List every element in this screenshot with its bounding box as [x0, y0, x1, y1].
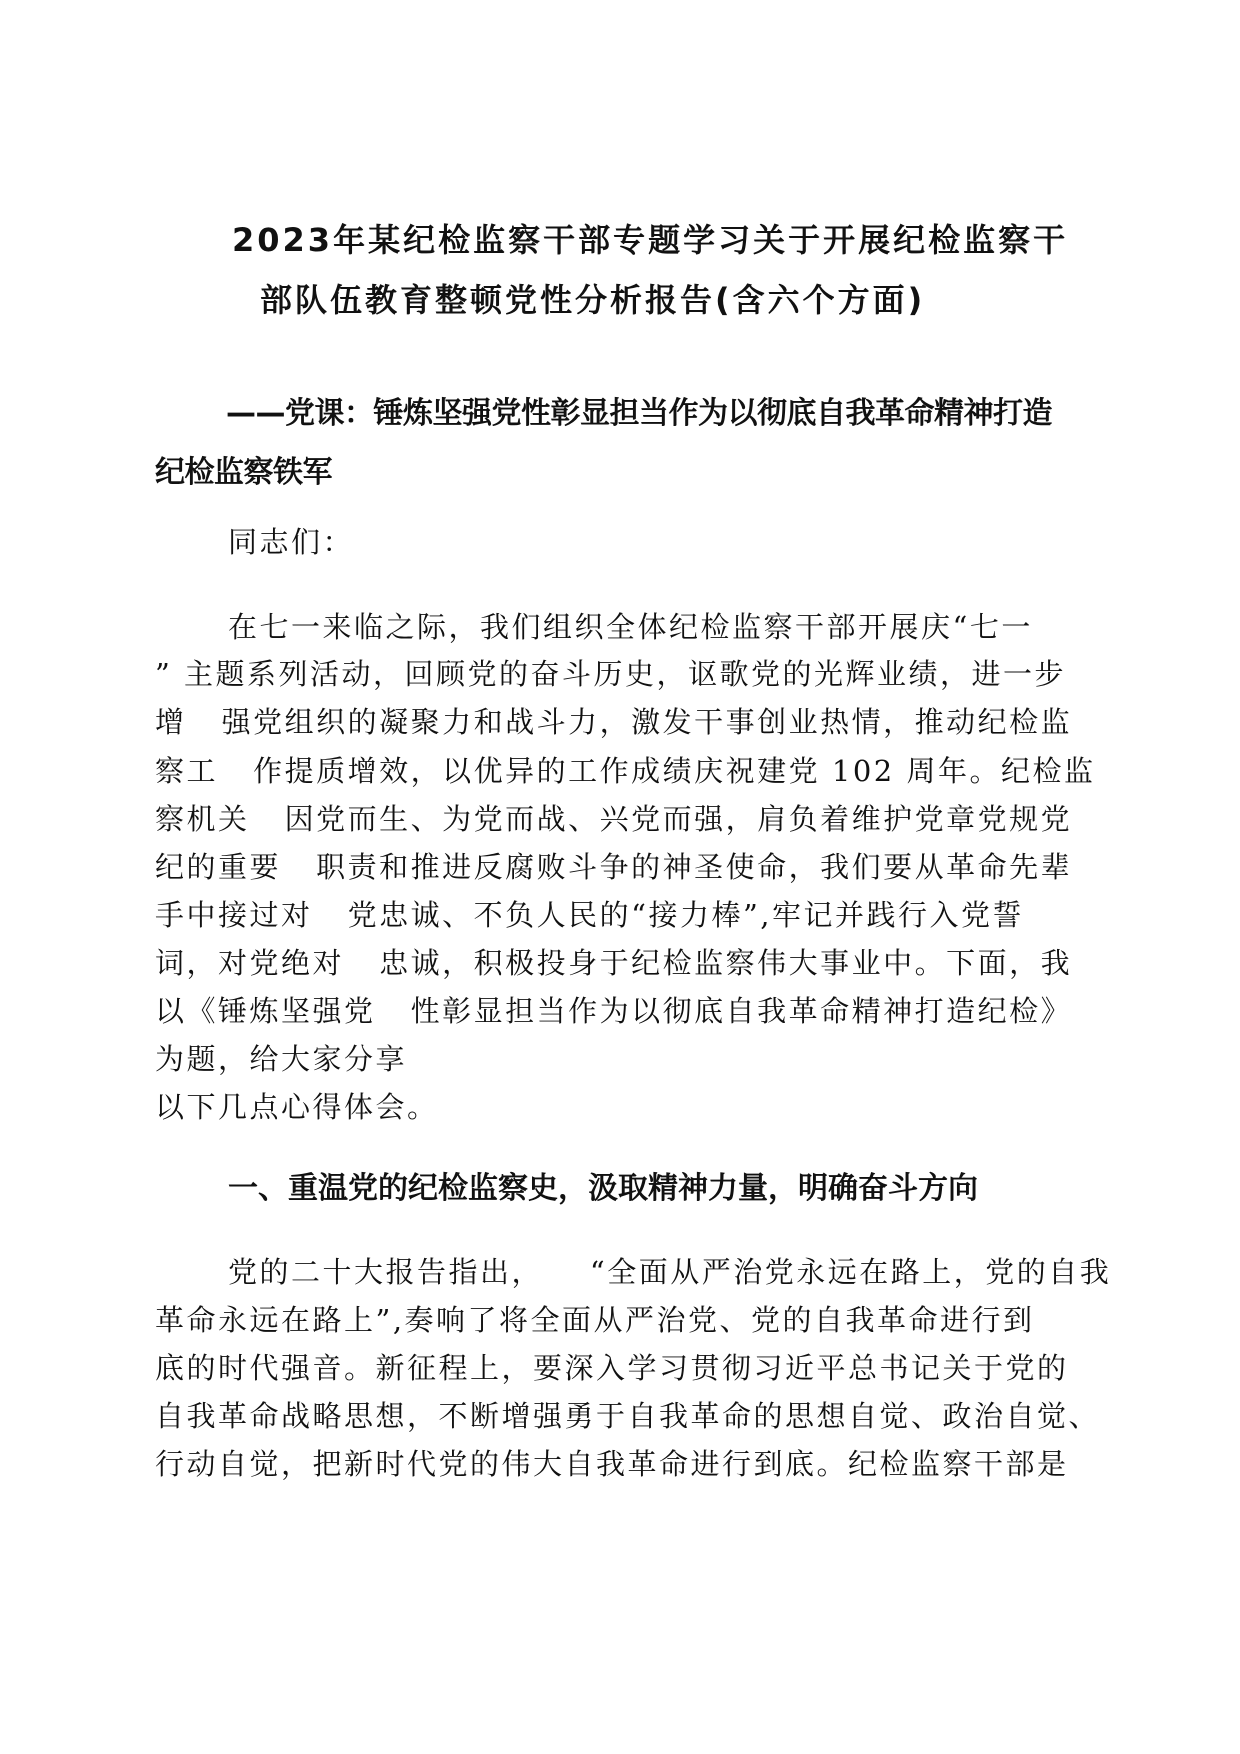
paragraph-line: 察工 作提质增效，以优异的工作成绩庆祝建党 102 周年。纪检监 [155, 754, 1096, 788]
subtitle-line-1: ——党课：锤炼坚强党性彰显担当作为以彻底自我革命精神打造 [226, 396, 1052, 431]
paragraph-line: 以《锤炼坚强党 性彰显担当作为以彻底自我革命精神打造纪检》 [155, 994, 1073, 1028]
paragraph-line: 自我革命战略思想，不断增强勇于自我革命的思想自觉、政治自觉、 [155, 1399, 1101, 1433]
paragraph-line: 为题，给大家分享 [155, 1042, 408, 1076]
paragraph-line: 行动自觉，把新时代党的伟大自我革命进行到底。纪检监察干部是 [155, 1447, 1069, 1481]
subtitle-line-2: 纪检监察铁军 [155, 455, 332, 490]
paragraph-line: 察机关 因党而生、为党而战、兴党而强，肩负着维护党章党规党 [155, 802, 1073, 836]
section-heading: 一、重温党的纪检监察史，汲取精神力量，明确奋斗方向 [228, 1171, 978, 1206]
paragraph-line: 革命永远在路上”,奏响了将全面从严治党、党的自我革命进行到 [155, 1303, 1035, 1337]
salutation: 同志们： [228, 525, 355, 559]
paragraph-line: 纪的重要 职责和推进反腐败斗争的神圣使命，我们要从革命先辈 [155, 850, 1073, 884]
paragraph-line: 增 强党组织的凝聚力和战斗力，激发干事创业热情，推动纪检监 [155, 705, 1073, 739]
paragraph-line: 在七一来临之际，我们组织全体纪检监察干部开展庆“七一 [228, 610, 1033, 644]
paragraph-line: 以下几点心得体会。 [155, 1090, 439, 1124]
paragraph-line: 手中接过对 党忠诚、不负人民的“接力棒”,牢记并践行入党誓 [155, 898, 1025, 932]
title-line-1: 2023年某纪检监察干部专题学习关于开展纪检监察干 [232, 221, 1069, 259]
paragraph-line: 党的二十大报告指出， “全面从严治党永远在路上，党的自我 [228, 1255, 1112, 1289]
title-line-2: 部队伍教育整顿党性分析报告(含六个方面) [260, 281, 926, 319]
paragraph-line: 词，对党绝对 忠诚，积极投身于纪检监察伟大事业中。下面，我 [155, 946, 1073, 980]
paragraph-line: 底的时代强音。新征程上，要深入学习贯彻习近平总书记关于党的 [155, 1351, 1069, 1385]
paragraph-line: ” 主题系列活动，回顾党的奋斗历史，讴歌党的光辉业绩，进一步 [155, 657, 1067, 691]
